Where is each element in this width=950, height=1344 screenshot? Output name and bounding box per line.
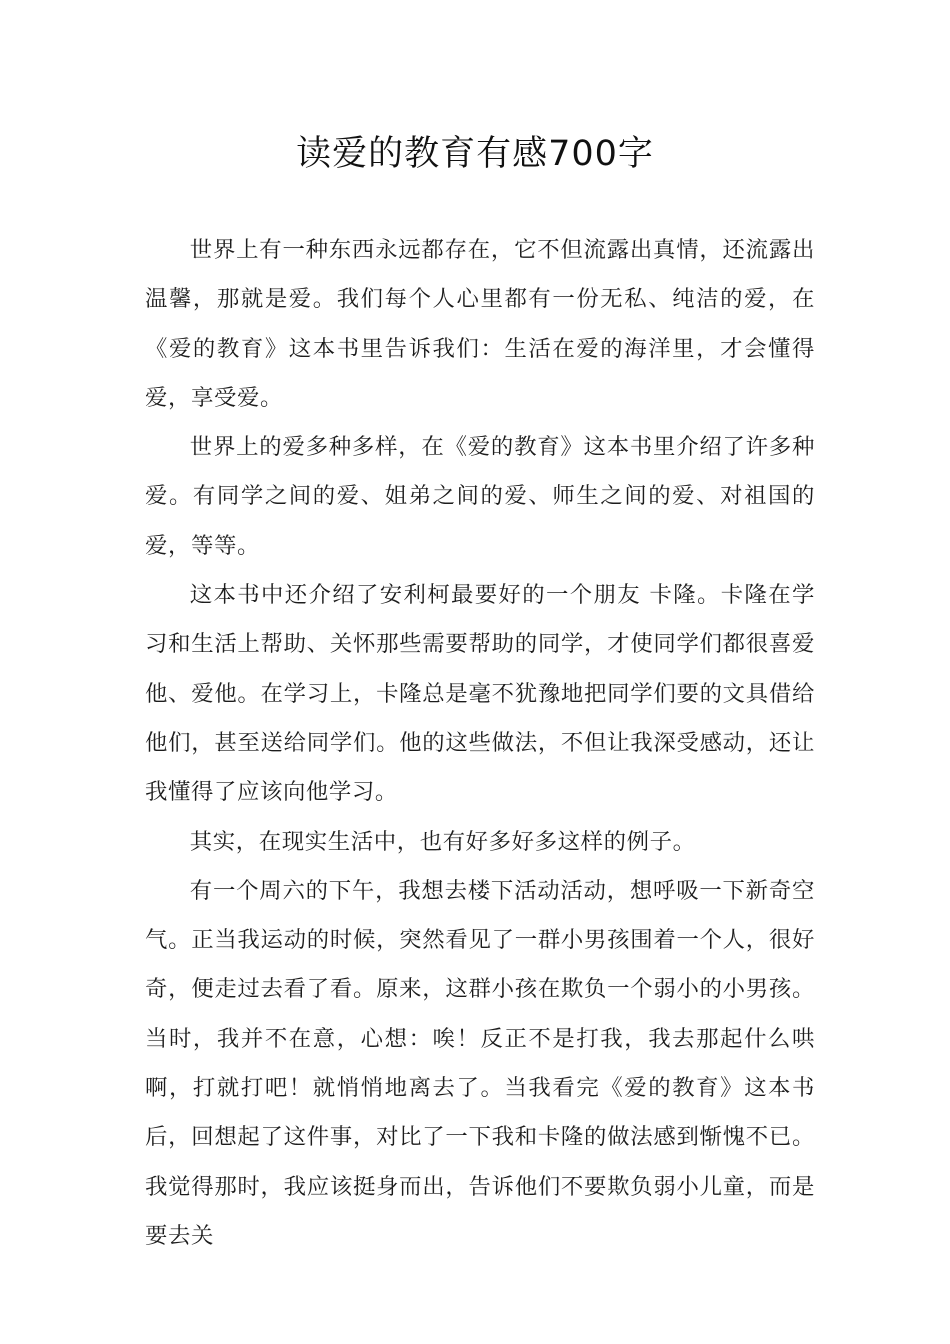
paragraph-2: 世界上的爱多种多样，在《爱的教育》这本书里介绍了许多种爱。有同学之间的爱、姐弟之间的爱、师生之间的爱、对祖国的爱，等等。 [145,434,815,559]
paragraph-5: 有一个周六的下午，我想去楼下活动活动，想呼吸一下新奇空气。正当我运动的时候，突然看见了一群小男孩围着一个人，很好奇，便走过去看了看。原来，这群小孩在欺负一个弱小的小男孩。当时，我并不在意，心想：唉！反正不是打我，我去那起什么哄啊，打就打吧！就悄悄地离去了。当我看完《爱的教育》这本书后，回想起了这件事，对比了一下我和卡隆的做法感到惭愧不已。我觉得那时，我应该挺身而出，告诉他们不要欺负弱小儿童，而是要去关 [145,877,815,1249]
paragraph-4: 其实，在现实生活中，也有好多好多这样的例子。 [189,828,696,855]
document-title: 读爱的教育有感700字 [296,134,654,174]
paragraph-3: 这本书中还介绍了安利柯最要好的一个朋友 卡隆。卡隆在学习和生活上帮助、关怀那些需要帮助的同学，才使同学们都很喜爱他、爱他。在学习上，卡隆总是毫不犹豫地把同学们要的文具借给他们，甚至送给同学们。他的这些做法，不但让我深受感动，还让我懂得了应该向他学习。 [145,582,815,806]
paragraph-1: 世界上有一种东西永远都存在，它不但流露出真情，还流露出温馨，那就是爱。我们每个人心里都有一份无私、纯洁的爱，在《爱的教育》这本书里告诉我们：生活在爱的海洋里，才会懂得爱，享受爱。 [145,237,815,411]
document-body [145,226,815,1261]
